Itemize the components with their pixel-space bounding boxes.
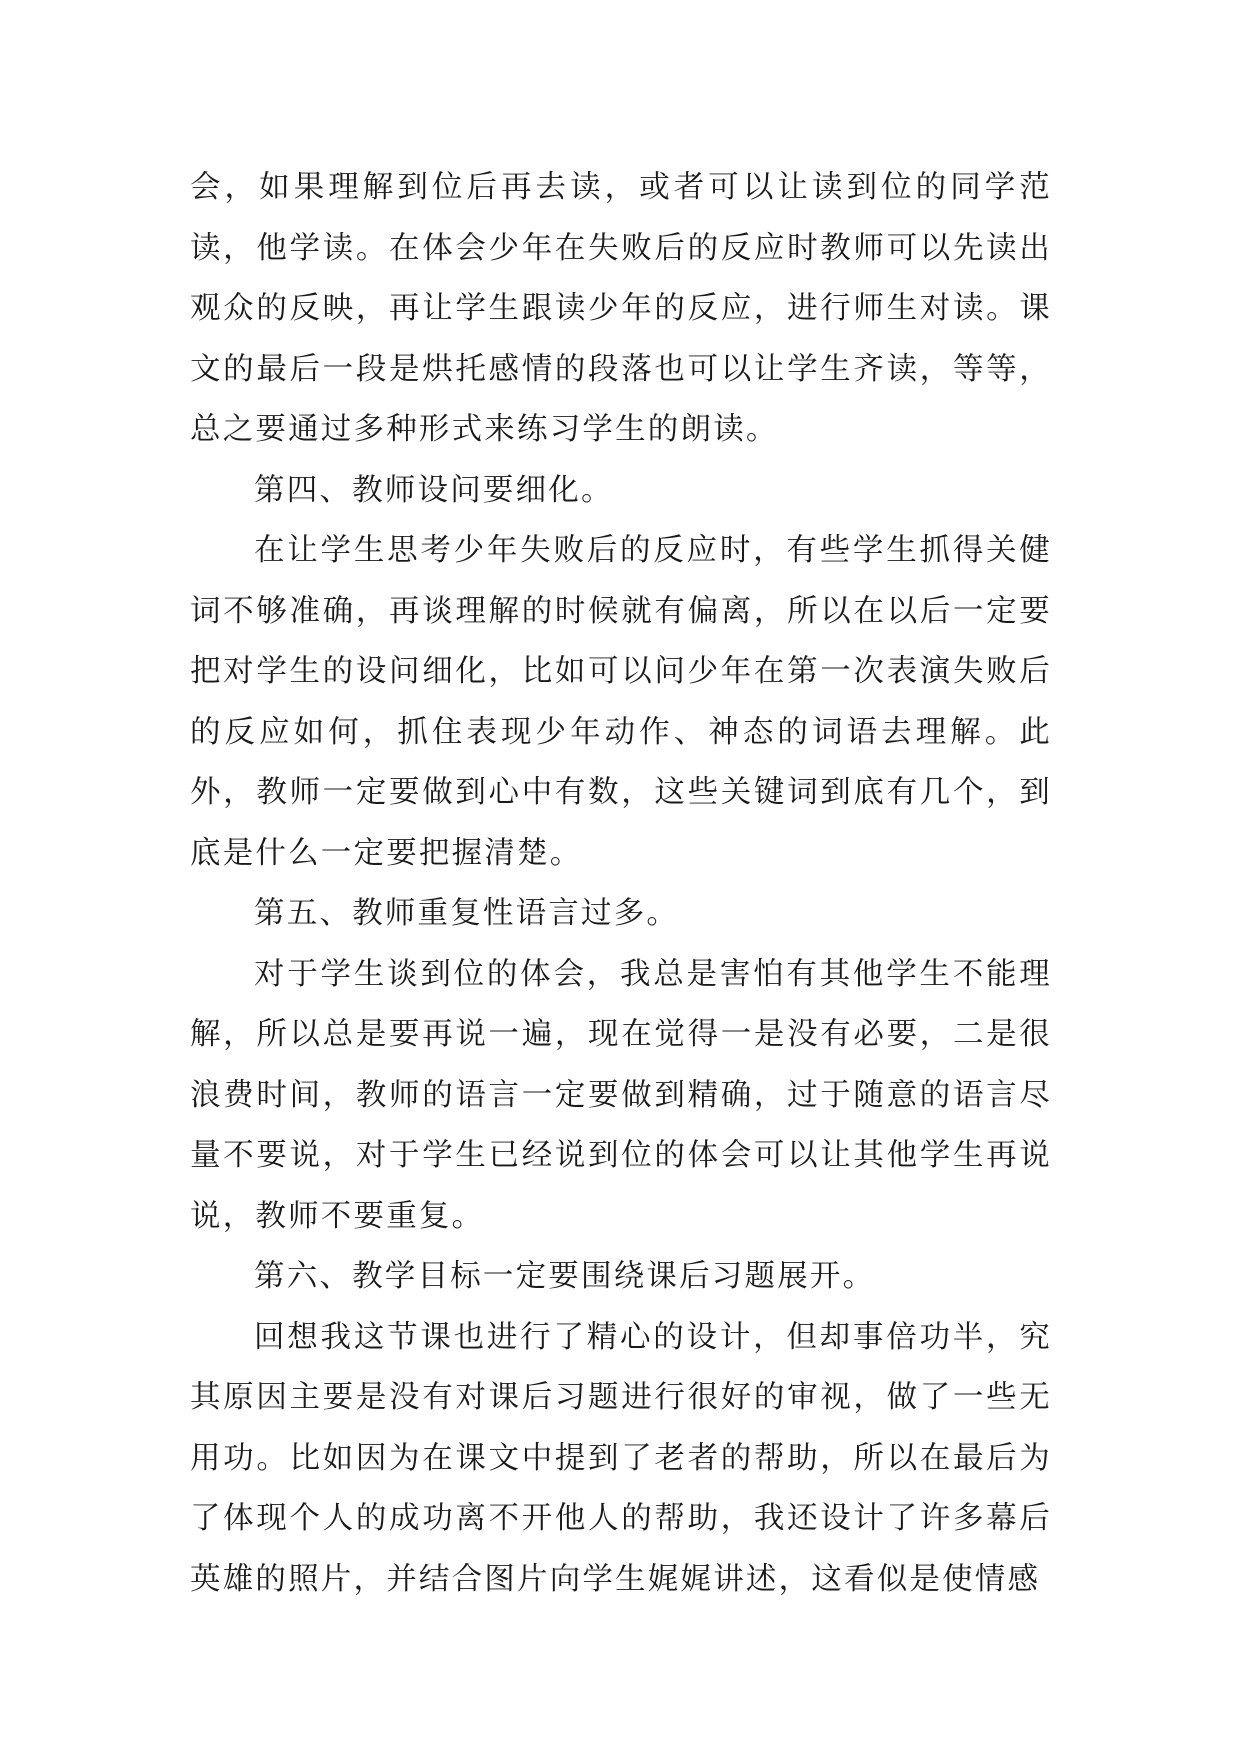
document-body [190, 158, 1052, 1610]
paragraph-repetition: 对于学生谈到位的体会，我总是害怕有其他学生不能理解，所以总是要再说一遍，现在觉得一是没有必要，二是很浪费时间，教师的语言一定要做到精确，过于随意的语言尽量不要说，对于学生已经说到位的体会可以让其他学生再说说，教师不要重复。 [190, 956, 1052, 1234]
heading-point-five: 第五、教师重复性语言过多。 [254, 896, 680, 931]
heading-point-four: 第四、教师设问要细化。 [254, 472, 614, 508]
paragraph-teaching-goals: 回想我这节课也进行了精心的设计，但却事倍功半，究其原因主要是没有对课后习题进行很好的审视，做了一些无用功。比如因为在课文中提到了老者的帮助，所以在最后为了体现个人的成功离不开他人的帮助，我还设计了许多幕后英雄的照片，并结合图片向学生娓娓讲述，这看似是使情感 [190, 1319, 1052, 1597]
heading-point-six: 第六、教学目标一定要围绕课后习题展开。 [254, 1259, 876, 1294]
paragraph-questioning: 在让学生思考少年失败后的反应时，有些学生抓得关健词不够准确，再谈理解的时候就有偏离，所以在以后一定要把对学生的设问细化，比如可以问少年在第一次表演失败后的反应如何，抓住表现少年动作、神态的词语去理解。此外，教师一定要做到心中有数，这些关键词到底有几个，到底是什么一定要把握清楚。 [190, 533, 1052, 871]
paragraph-reading-methods: 会，如果理解到位后再去读，或者可以让读到位的同学范读，他学读。在体会少年在失败后的反应时教师可以先读出观众的反映，再让学生跟读少年的反应，进行师生对读。课文的最后一段是烘托感情的段落也可以让学生齐读，等等，总之要通过多种形式来练习学生的朗读。 [190, 170, 1052, 447]
